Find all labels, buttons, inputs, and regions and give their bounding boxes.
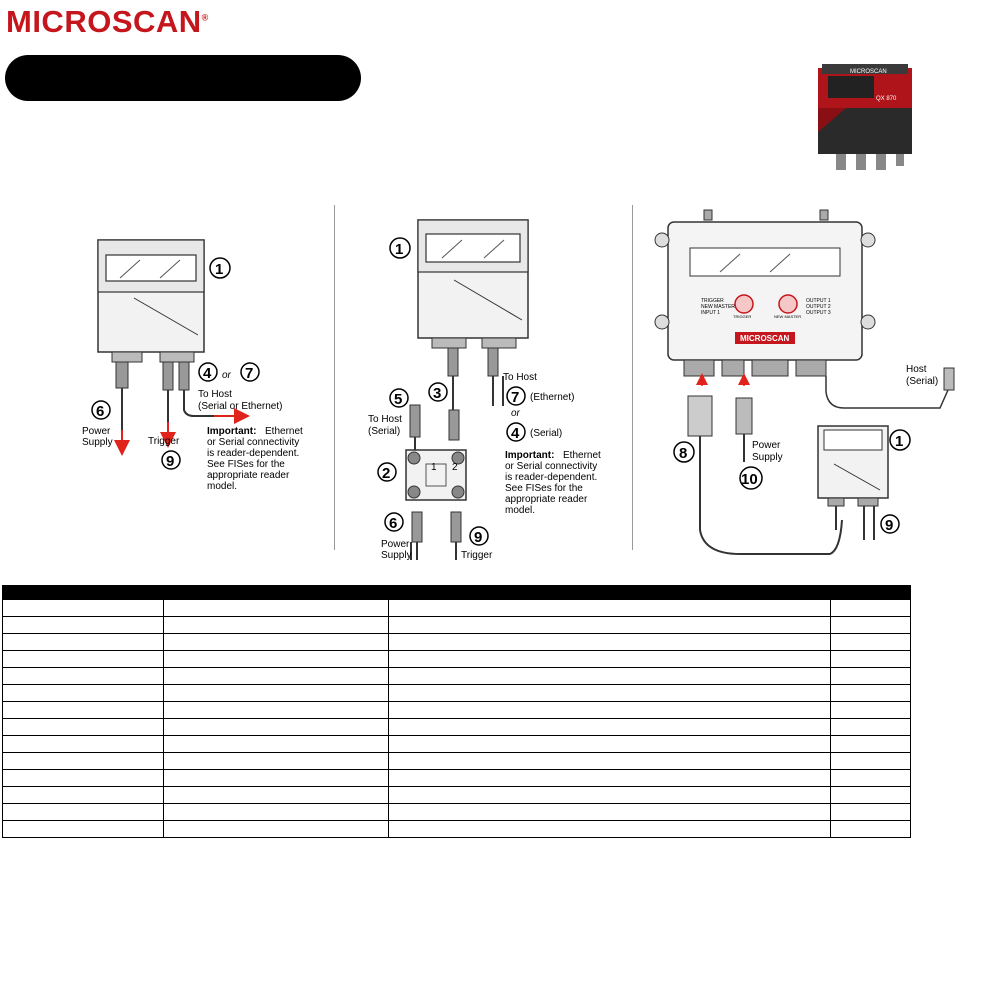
table-cell xyxy=(831,821,911,838)
microscan-logo xyxy=(6,4,209,40)
table-cell xyxy=(3,702,164,719)
important-line-4: See FISes for the xyxy=(505,483,583,494)
table-row xyxy=(3,600,911,617)
table-cell xyxy=(389,600,831,617)
table-cell xyxy=(831,617,911,634)
table-cell xyxy=(389,770,831,787)
table-cell xyxy=(831,736,911,753)
important-line-3: is reader-dependent. xyxy=(505,472,598,483)
table-row xyxy=(3,634,911,651)
callout-2: 2 xyxy=(382,465,391,482)
table-cell xyxy=(164,770,389,787)
important-line-3: is reader-dependent. xyxy=(207,448,300,459)
table-row xyxy=(3,685,911,702)
table-cell xyxy=(831,668,911,685)
table-cell xyxy=(164,651,389,668)
important-line-5: appropriate reader xyxy=(505,494,588,505)
trigger-led-label: TRIGGER xyxy=(701,298,724,304)
new-master-button-label: NEW MASTER xyxy=(774,314,802,319)
table-cell xyxy=(164,685,389,702)
table-cell xyxy=(3,668,164,685)
table-row xyxy=(3,787,911,804)
to-host-label: To Host xyxy=(198,389,232,400)
serial-left: (Serial) xyxy=(368,426,401,437)
table-row xyxy=(3,821,911,838)
callout-1: 1 xyxy=(895,433,904,450)
table-cell xyxy=(3,634,164,651)
important-line-2: or Serial connectivity xyxy=(207,437,300,448)
callout-5: 5 xyxy=(394,391,403,408)
callout-7: 7 xyxy=(511,389,520,406)
power-label: Power xyxy=(82,426,111,437)
callout-4: 4 xyxy=(203,365,212,382)
table-cell xyxy=(389,668,831,685)
photo-model: QX 870 xyxy=(876,96,897,102)
callout-10: 10 xyxy=(741,471,758,488)
table-cell xyxy=(389,702,831,719)
callout-9: 9 xyxy=(474,529,483,546)
hub-port-1: 1 xyxy=(431,462,437,473)
table-cell xyxy=(389,634,831,651)
table-cell xyxy=(3,719,164,736)
host-label: Host xyxy=(906,364,927,375)
table-row xyxy=(3,804,911,821)
table-cell xyxy=(389,719,831,736)
table-row xyxy=(3,770,911,787)
table-cell xyxy=(831,753,911,770)
table-cell xyxy=(389,736,831,753)
panel-3 xyxy=(655,210,954,554)
table-cell xyxy=(3,787,164,804)
callout-7: 7 xyxy=(245,365,254,382)
table-cell xyxy=(3,736,164,753)
table-cell xyxy=(831,651,911,668)
table-cell xyxy=(831,804,911,821)
trigger-label: Trigger xyxy=(148,436,180,447)
table-header-row xyxy=(3,586,911,600)
trigger-label: Trigger xyxy=(461,550,493,561)
table-cell xyxy=(389,787,831,804)
callout-4: 4 xyxy=(511,425,520,442)
table-row xyxy=(3,651,911,668)
callout-3: 3 xyxy=(433,385,442,402)
table-cell xyxy=(831,685,911,702)
output-3-label: OUTPUT 3 xyxy=(806,310,831,316)
callout-6: 6 xyxy=(96,403,105,420)
table-cell xyxy=(831,787,911,804)
serial-label: (Serial) xyxy=(530,428,563,439)
supply-label: Supply xyxy=(752,452,783,463)
or-text: or xyxy=(222,370,231,381)
callout-9: 9 xyxy=(885,517,894,534)
table-row xyxy=(3,753,911,770)
table-cell xyxy=(164,787,389,804)
table-cell xyxy=(831,719,911,736)
power-label: Power xyxy=(381,539,410,550)
host-serial-label: (Serial) xyxy=(906,376,939,387)
table-cell xyxy=(831,770,911,787)
header-cell xyxy=(831,586,911,600)
table-cell xyxy=(389,753,831,770)
important-line-1: Ethernet xyxy=(265,426,303,437)
important-line-4: See FISes for the xyxy=(207,459,285,470)
callout-1: 1 xyxy=(395,241,404,258)
power-label: Power xyxy=(752,440,781,451)
table-cell xyxy=(389,821,831,838)
important-line-6: model. xyxy=(207,481,238,492)
table-cell xyxy=(164,719,389,736)
table-cell xyxy=(831,600,911,617)
box-brand: MICROSCAN xyxy=(740,334,790,343)
trigger-button-label: TRIGGER xyxy=(733,314,752,319)
input-led-label: INPUT 1 xyxy=(701,310,721,316)
table-row xyxy=(3,719,911,736)
serial-or-ethernet-label: (Serial or Ethernet) xyxy=(198,401,283,412)
table-cell xyxy=(3,600,164,617)
table-row xyxy=(3,617,911,634)
table-cell xyxy=(164,821,389,838)
header-cell xyxy=(164,586,389,600)
hub-port-2: 2 xyxy=(452,462,458,473)
important-label: Important: xyxy=(207,426,257,437)
ethernet-label: (Ethernet) xyxy=(530,392,575,403)
table-cell xyxy=(164,736,389,753)
new-master-led-label: NEW MASTER xyxy=(701,304,735,310)
product-photo xyxy=(806,62,924,178)
panel-2 xyxy=(368,220,601,561)
table-cell xyxy=(831,634,911,651)
output-1-label: OUTPUT 1 xyxy=(806,298,831,304)
important-line-5: appropriate reader xyxy=(207,470,290,481)
important-line-2: or Serial connectivity xyxy=(505,461,598,472)
table-cell xyxy=(3,821,164,838)
callout-1: 1 xyxy=(215,261,224,278)
connection-diagram xyxy=(0,200,983,570)
header-cell xyxy=(389,586,831,600)
table-cell xyxy=(3,804,164,821)
table-cell xyxy=(3,770,164,787)
parts-table xyxy=(2,585,910,838)
table-cell xyxy=(3,651,164,668)
supply-label: Supply xyxy=(381,550,412,561)
table-cell xyxy=(389,685,831,702)
table-cell xyxy=(164,753,389,770)
table-row xyxy=(3,736,911,753)
table-cell xyxy=(164,600,389,617)
table-cell xyxy=(164,804,389,821)
table-cell xyxy=(3,685,164,702)
to-host-top: To Host xyxy=(503,372,537,383)
important-label: Important: xyxy=(505,450,555,461)
table-cell xyxy=(389,617,831,634)
or-text: or xyxy=(511,408,520,419)
table-cell xyxy=(389,651,831,668)
callout-8: 8 xyxy=(679,445,688,462)
table-row xyxy=(3,702,911,719)
table-row xyxy=(3,668,911,685)
table-cell xyxy=(3,753,164,770)
photo-brand: MICROSCAN xyxy=(850,69,887,75)
title-banner xyxy=(5,55,361,101)
important-line-1: Ethernet xyxy=(563,450,601,461)
panel-1 xyxy=(82,240,303,492)
table-cell xyxy=(164,617,389,634)
table-cell xyxy=(3,617,164,634)
important-line-6: model. xyxy=(505,505,536,516)
table-cell xyxy=(389,804,831,821)
header-cell xyxy=(3,586,164,600)
table-cell xyxy=(831,702,911,719)
callout-9: 9 xyxy=(166,453,175,470)
table-cell xyxy=(164,702,389,719)
output-2-label: OUTPUT 2 xyxy=(806,304,831,310)
logo-text: MICROSCAN xyxy=(6,4,202,39)
table-cell xyxy=(164,668,389,685)
callout-6: 6 xyxy=(389,515,398,532)
to-host-left: To Host xyxy=(368,414,402,425)
table-cell xyxy=(164,634,389,651)
supply-label: Supply xyxy=(82,437,113,448)
registered-mark: ® xyxy=(201,12,209,23)
